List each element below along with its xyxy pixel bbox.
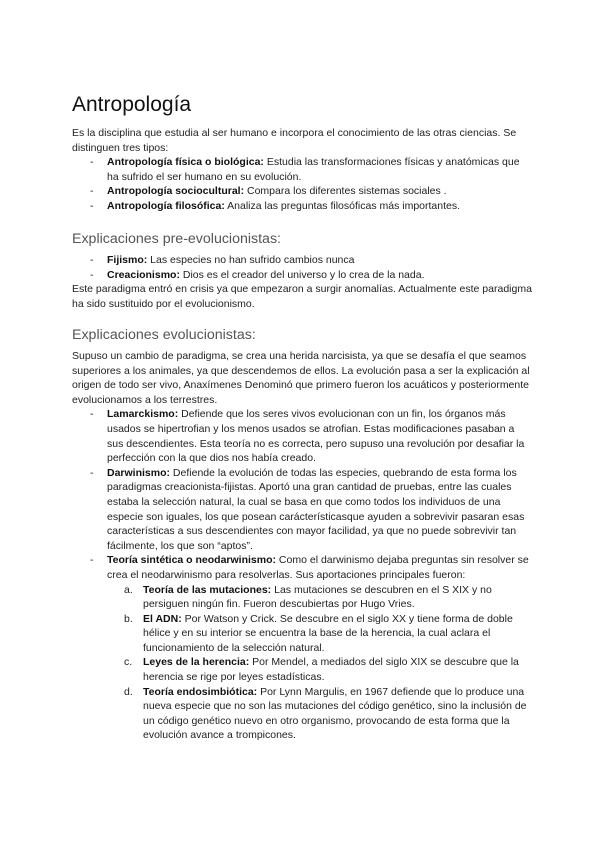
list-item: c. Leyes de la herencia: Por Mendel, a mediados del siglo XIX se descubre que la herencia se rige por leyes estadísticas. xyxy=(124,656,519,684)
intro-section xyxy=(72,126,532,214)
pre-evolution-paragraph: Este paradigma entró en crisis ya que empezaron a surgir anomalías. Actualmente este paradigma ha sido sustituido por el evolucionismo. xyxy=(72,283,532,310)
list-item: - Antropología filosófica: Analiza las preguntas filosóficas más importantes. xyxy=(72,199,532,214)
pre-evolution-section xyxy=(72,230,532,311)
list-item: - Darwinismo: Defiende la evolución de todas las especies, quebrando de esta forma los paradigmas creacionista-fijistas. Aportó una gran cantidad de pruebas, entre las cuales estaba la selección natural, la cual se basa en que como todos los individuos de una especie son iguales, los que posean carácterísticasque ayuden a sobrevivir pasaran esas características a sus descendientes con mayor facilidad, ya que no puede sobrevivir tan fácilmente, los que son “aptos”. xyxy=(72,466,532,554)
list-item: - Lamarckismo: Defiende que los seres vivos evolucionan con un fin, los órganos más usados se hipertrofian y los menos usados se atrofian. Estas modificaciones pasaban a sus descendientes. Esta teoría no es correcta, pero supuso una revolución por desafiar la perfección con la que dios nos había creado. xyxy=(72,407,532,465)
page-title: Antropología xyxy=(72,93,192,116)
evolution-intro-paragraph: Supuso un cambio de paradigma, se crea una herida narcisista, ya que se desafía el que seamos superiores a los animales, ya que descendemos de ellos. La evolución pasa a ser la explicación al origen de todo ser vivo, Anaxímenes Denominó que primero fueron los acuáticos y posteriormente evolucionamos a los terrestres. xyxy=(72,350,530,406)
list-item: a. Teoría de las mutaciones: Las mutaciones se descubren en el S XIX y no persiguen ningún fin. Fueron descubiertas por Hugo Vries. xyxy=(124,583,492,611)
list-item: b. El ADN: Por Watson y Crick. Se descubre en el siglo XX y tiene forma de doble hélice y en su interior se encuentra la base de la herencia, la cual aclara el funcionamiento de la selección natural. xyxy=(124,612,513,654)
section-heading: Explicaciones pre-evolucionistas: xyxy=(72,231,281,247)
list-item: - Antropología sociocultural: Compara los diferentes sistemas sociales . xyxy=(72,184,532,199)
aportaciones-list xyxy=(72,583,532,744)
list-item: - Creacionismo: Dios es el creador del universo y lo crea de la nada. xyxy=(72,268,532,283)
evolution-section xyxy=(72,326,532,743)
list-item: - Fijismo: Las especies no han sufrido cambios nunca xyxy=(72,253,532,268)
intro-paragraph: Es la disciplina que estudia al ser humano e incorpora el conocimiento de las otras ciencias. Se distinguen tres tipos: xyxy=(72,127,517,154)
tipos-list xyxy=(72,155,532,213)
list-item: d. Teoría endosimbiótica: Por Lynn Margulis, en 1967 defiende que lo produce una nueva especie que no son las mutaciones del código genético, sino la inclusión de un código genético nuevo en otro organismo, provocando de esta forma que la evolución avance a trompicones. xyxy=(124,685,527,742)
pre-evolution-list xyxy=(72,253,532,282)
evolution-list xyxy=(72,407,532,582)
list-item: - Teoría sintética o neodarwinismo: Como el darwinismo dejaba preguntas sin resolver se crea el neodarwinismo para resolverlas. Sus aportaciones principales fueron: xyxy=(72,553,532,582)
section-heading: Explicaciones evolucionistas: xyxy=(72,327,256,343)
list-item: - Antropología física o biológica: Estudia las transformaciones físicas y anatómicas que ha sufrido el ser humano en su evolución. xyxy=(72,155,532,184)
